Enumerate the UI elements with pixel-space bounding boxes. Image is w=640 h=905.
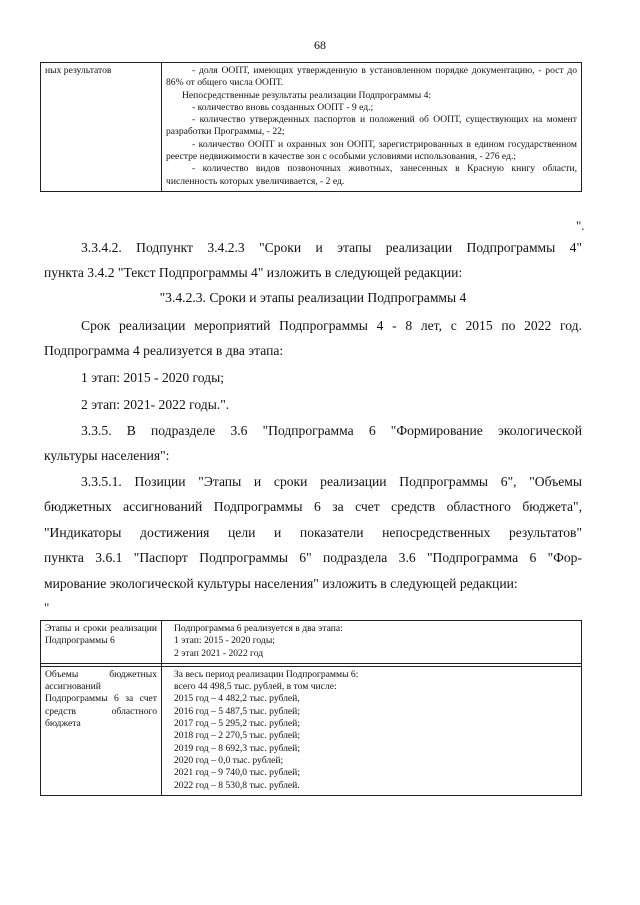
paragraph-line: Подпрограмма 4 реализуется в два этапа: <box>44 343 284 358</box>
table-cell-label: Объемы бюджетных ассигнований Подпрограммы 6 за счет средств областного бюджета <box>41 666 162 795</box>
cell-line: 2020 год – 0,0 тыс. рублей; <box>174 754 284 766</box>
paragraph-line: бюджетных ассигнований Подпрограммы 6 за счет средств областного бюджета", <box>44 499 582 514</box>
paragraph-line: "Индикаторы достижения цели и показатели непосредственных результатов" <box>44 525 582 540</box>
opening-quote: " <box>44 600 50 615</box>
table-row <box>41 621 582 664</box>
cell-line: 2017 год – 5 295,2 тыс. рублей; <box>174 718 300 730</box>
cell-line: 2016 год – 5 487,5 тыс. рублей; <box>174 705 300 717</box>
table-row <box>41 666 582 795</box>
cell-line: 2018 год – 2 270,5 тыс. рублей; <box>174 730 300 742</box>
table-cell-label: Этапы и сроки реализации Подпрограммы 6 <box>41 621 162 664</box>
cell-line: Подпрограмма 6 реализуется в два этапа: <box>174 623 343 634</box>
paragraph-line: мирование экологической культуры населения" изложить в следующей редакции: <box>44 576 518 591</box>
paragraph-line: 3.3.5.1. Позиции "Этапы и сроки реализации Подпрограммы 6", "Объемы <box>81 474 582 489</box>
paragraph-line: 1 этап: 2015 - 2020 годы; <box>81 370 225 385</box>
cell-line: За весь период реализации Подпрограммы 6: <box>174 668 359 680</box>
paragraph-line: пункта 3.6.1 "Паспорт Подпрограммы 6" подраздела 3.6 "Подпрограмма 6 "Фор- <box>44 550 582 565</box>
table-cell-budget <box>162 666 582 795</box>
table-row <box>41 63 582 192</box>
cell-line: 2015 год – 4 482,2 тыс. рублей, <box>174 693 300 705</box>
section-heading: "3.4.2.3. Сроки и этапы реализации Подпрограммы 4 <box>159 290 467 305</box>
result-item: - доля ООПТ, имеющих утвержденную в установленном порядке документацию, - рост до 86% от общего числа ООПТ. <box>166 65 577 89</box>
paragraph-line: культуры населения": <box>44 448 170 463</box>
result-item: - количество вновь созданных ООПТ - 9 ед.; <box>192 101 374 113</box>
cell-line: 2022 год – 8 530,8 тыс. рублей. <box>174 779 300 791</box>
paragraph-line: пункта 3.4.2 "Текст Подпрограммы 4" изложить в следующей редакции: <box>44 265 463 280</box>
paragraph-line: 2 этап: 2021- 2022 годы.". <box>81 397 230 412</box>
paragraph-line: 3.3.4.2. Подпункт 3.4.2.3 "Сроки и этапы реализации Подпрограммы 4" <box>81 240 582 255</box>
cell-line: 2021 год – 9 740,0 тыс. рублей; <box>174 767 300 779</box>
paragraph-line: Срок реализации мероприятий Подпрограммы 4 - 8 лет, с 2015 по 2022 год. <box>81 318 582 333</box>
table-cell-label: ных результатов <box>41 63 162 192</box>
result-item: - количество утвержденных паспортов и положений об ООПТ, существующих на момент разработки Программы, - 22; <box>166 114 577 138</box>
result-item: Непосредственные результаты реализации Подпрограммы 4: <box>182 89 432 101</box>
table-cell-results <box>162 63 582 192</box>
cell-line: 1 этап: 2015 - 2020 годы; <box>174 635 275 647</box>
result-item: - количество ООПТ и охранных зон ООПТ, зарегистрированных в едином государственном реестре недвижимости в качестве зон с особыми условиями использования, - 276 ед.; <box>166 138 577 163</box>
cell-line: 2019 год – 8 692,3 тыс. рублей; <box>174 742 300 754</box>
cell-line: всего 44 498,5 тыс. рублей, в том числе: <box>174 681 337 693</box>
closing-quote: ". <box>576 218 585 233</box>
results-table-continuation <box>40 62 582 192</box>
table-cell-stages <box>162 621 582 664</box>
cell-line: 2 этап 2021 - 2022 год <box>174 647 264 659</box>
paragraph-line: 3.3.5. В подразделе 3.6 "Подпрограмма 6 "Формирование экологической <box>81 423 582 438</box>
result-item: - количество видов позвоночных животных, занесенных в Красную книгу области, численность которых увеличивается, - 2 ед. <box>166 163 577 187</box>
page-number: 68 <box>314 38 326 52</box>
passport-table <box>40 620 582 796</box>
